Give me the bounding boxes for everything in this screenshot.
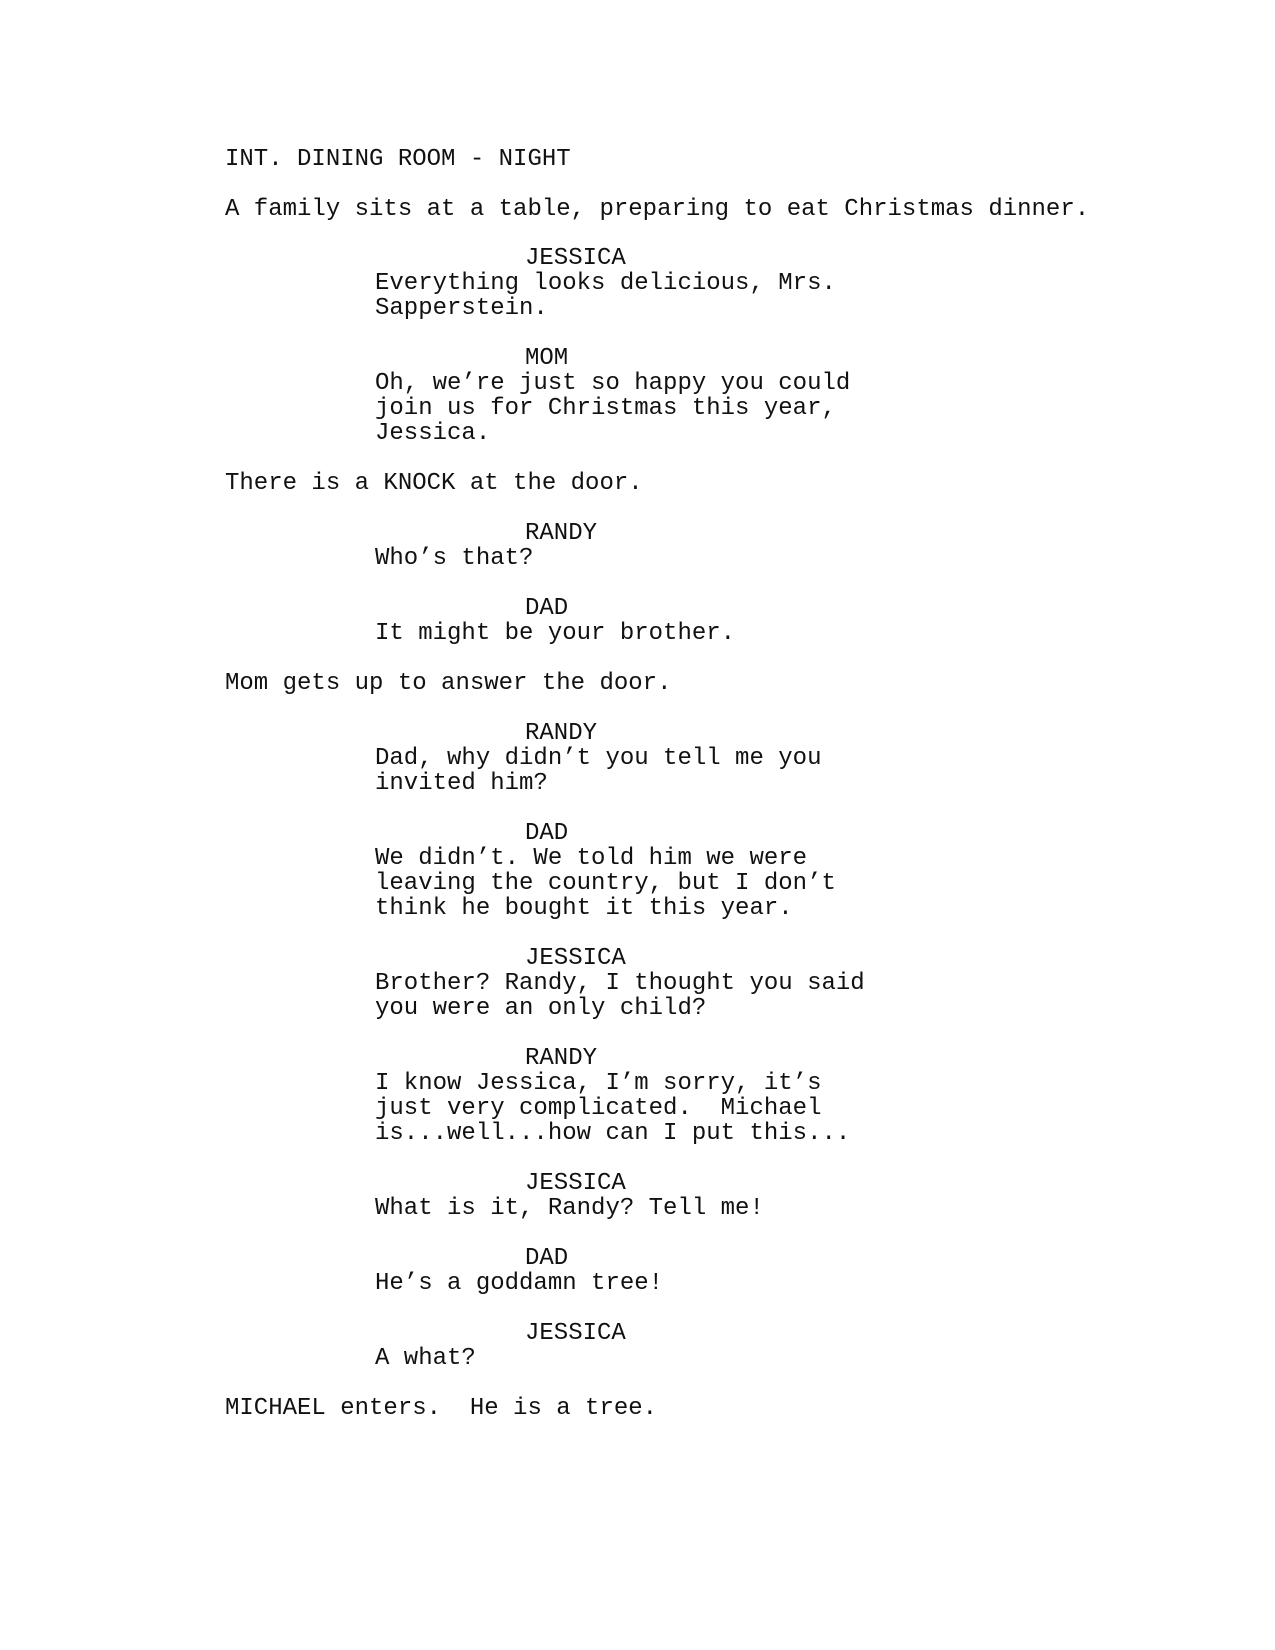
character-cue: JESSICA <box>525 945 626 972</box>
dialogue-line: leaving the country, but I don’t <box>375 870 836 897</box>
action-line: There is a KNOCK at the door. <box>225 470 643 497</box>
character-cue: DAD <box>525 820 569 847</box>
dialogue-line: is...well...how can I put this... <box>375 1120 851 1147</box>
dialogue-line: It might be your brother. <box>375 620 736 647</box>
dialogue-line: Oh, we’re just so happy you could <box>375 370 851 397</box>
dialogue-line: What is it, Randy? Tell me! <box>375 1195 764 1222</box>
character-cue: RANDY <box>525 520 598 547</box>
dialogue-line: Brother? Randy, I thought you said <box>375 970 865 997</box>
action-line: Mom gets up to answer the door. <box>225 670 672 697</box>
dialogue-line: I know Jessica, I’m sorry, it’s <box>375 1070 822 1097</box>
dialogue-line: you were an only child? <box>375 995 707 1022</box>
dialogue-line: He’s a goddamn tree! <box>375 1270 664 1297</box>
dialogue-line: Everything looks delicious, Mrs. <box>375 270 836 297</box>
dialogue-line: A what? <box>375 1345 476 1372</box>
dialogue-line: just very complicated. Michael <box>375 1095 822 1122</box>
character-cue: RANDY <box>525 720 598 747</box>
character-cue: JESSICA <box>525 1320 626 1347</box>
dialogue-line: Sapperstein. <box>375 295 548 322</box>
dialogue-line: We didn’t. We told him we were <box>375 845 808 872</box>
dialogue-line: Who’s that? <box>375 545 534 572</box>
action-line: A family sits at a table, preparing to eat Christmas dinner. <box>225 196 1090 223</box>
character-cue: JESSICA <box>525 1170 626 1197</box>
dialogue-line: Jessica. <box>375 420 491 447</box>
character-cue: JESSICA <box>525 245 626 272</box>
dialogue-line: Dad, why didn’t you tell me you <box>375 745 822 772</box>
action-line: MICHAEL enters. He is a tree. <box>225 1395 658 1422</box>
dialogue-line: join us for Christmas this year, <box>375 395 836 422</box>
character-cue: DAD <box>525 1245 569 1272</box>
scene-heading: INT. DINING ROOM - NIGHT <box>225 146 571 173</box>
character-cue: MOM <box>525 345 569 372</box>
character-cue: DAD <box>525 595 569 622</box>
character-cue: RANDY <box>525 1045 598 1072</box>
dialogue-line: think he bought it this year. <box>375 895 793 922</box>
dialogue-line: invited him? <box>375 770 548 797</box>
